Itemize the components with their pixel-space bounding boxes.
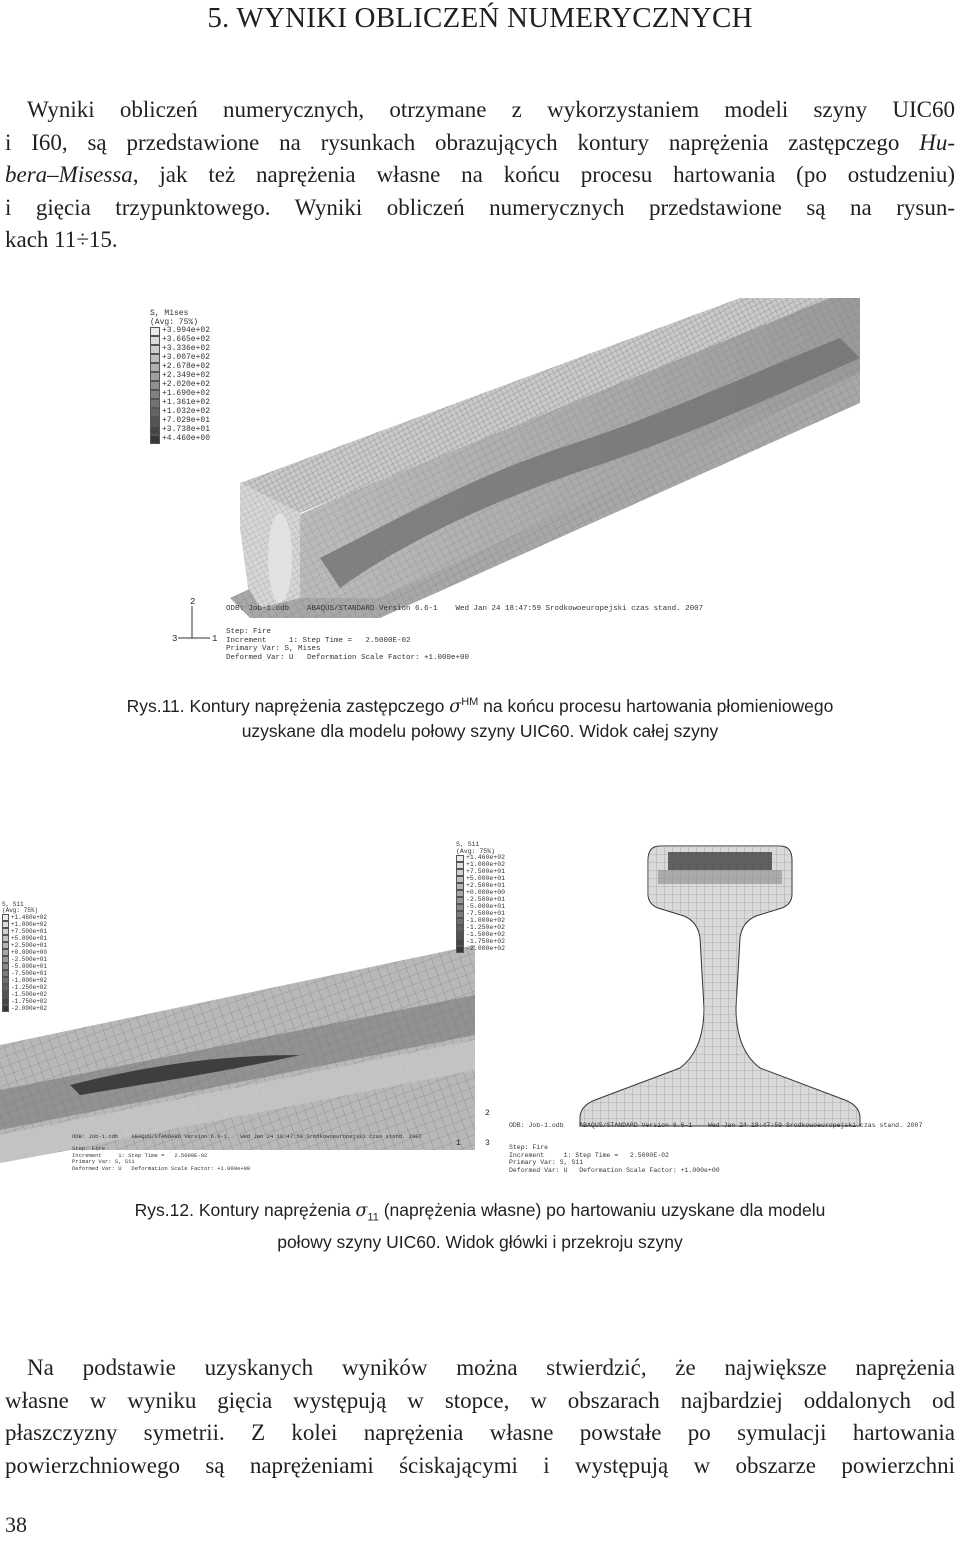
section-heading: 5. WYNIKI OBLICZEŃ NUMERYCZNYCH — [207, 2, 753, 34]
legend-row — [2, 1005, 47, 1012]
fig12-axis-z: 3 — [485, 1139, 490, 1148]
legend-swatch — [2, 1005, 9, 1012]
legend-swatch — [2, 998, 9, 1005]
legend-value: +5.000e+01 — [11, 934, 48, 942]
intro-line-5: kach 11÷15. — [5, 227, 118, 252]
legend-value: +3.336e+02 — [162, 344, 211, 354]
legend-value: -1.500e+02 — [466, 931, 506, 939]
fig11-rail-render — [140, 298, 860, 683]
legend-swatch — [456, 862, 464, 869]
legend-value: +3.738e+01 — [162, 425, 211, 435]
legend-value: -7.500e+01 — [466, 910, 506, 918]
conclusion-paragraph — [5, 1352, 955, 1482]
legend-value: +1.000e+02 — [11, 920, 48, 928]
legend-swatch — [2, 963, 9, 970]
legend-swatch — [150, 435, 160, 444]
legend-value: -2.500e+01 — [466, 896, 506, 904]
legend-swatch — [456, 883, 464, 890]
page-number: 38 — [5, 1512, 27, 1537]
legend-value: +2.020e+02 — [162, 380, 211, 390]
legend-swatch — [150, 408, 160, 417]
legend-swatch — [456, 918, 464, 925]
intro-line-1: Wyniki obliczeń numerycznych, otrzymane z wykorzystaniem modeli szyny UIC60 — [27, 97, 955, 122]
legend-swatch — [2, 970, 9, 977]
intro-line-4: i gięcia trzypunktowego. Wyniki obliczeń numerycznych przedstawione są na rysun- — [5, 194, 955, 220]
legend-value: -1.750e+02 — [11, 997, 48, 1005]
legend-value: +1.000e+02 — [466, 861, 506, 869]
fig11-axis-x: 1 — [212, 634, 218, 644]
legend-swatch — [150, 363, 160, 372]
legend-swatch — [150, 381, 160, 390]
conclusion-line-3: płaszczyzny symetrii. Z kolei naprężenia własne powstałe po symulacji hartowania — [5, 1420, 955, 1445]
legend-swatch — [456, 890, 464, 897]
legend-value: -1.250e+02 — [466, 924, 506, 932]
legend-value: +7.500e+01 — [466, 868, 506, 876]
conclusion-line-2: własne w wyniku gięcia występują w stopce, w obszarach najbardziej oddalonych od — [5, 1387, 955, 1413]
fig11-legend-rows — [150, 327, 210, 444]
legend-swatch — [456, 876, 464, 883]
sigma-symbol: σ — [449, 696, 462, 717]
legend-swatch — [150, 336, 160, 345]
conclusion-line-1: Na podstawie uzyskanych wyników można stwierdzić, że największe naprężenia — [27, 1355, 955, 1380]
legend-value: +2.349e+02 — [162, 371, 211, 381]
legend-swatch — [150, 399, 160, 408]
legend-row — [150, 435, 210, 444]
fig12-axis-x: 1 — [456, 1139, 461, 1148]
legend-swatch — [150, 390, 160, 399]
legend-value: -1.250e+02 — [11, 983, 48, 991]
legend-value: +1.361e+02 — [162, 398, 211, 408]
fig11-legend-avg: (Avg: 75%) — [150, 317, 199, 327]
legend-value: -1.000e+02 — [466, 917, 506, 925]
legend-value: -5.000e+01 — [466, 903, 506, 911]
legend-value: -1.750e+02 — [466, 938, 506, 946]
legend-value: +1.032e+02 — [162, 407, 211, 417]
legend-swatch — [150, 327, 160, 336]
legend-value: +1.690e+02 — [162, 389, 211, 399]
legend-value: +2.500e+01 — [466, 882, 506, 890]
legend-swatch — [150, 345, 160, 354]
legend-swatch — [2, 942, 9, 949]
legend-swatch — [150, 372, 160, 381]
legend-value: -2.000e+02 — [11, 1004, 48, 1012]
legend-swatch — [2, 984, 9, 991]
legend-swatch — [2, 935, 9, 942]
fig12-left-legend: S, S11 (Avg: 75%) +1.460e+02 +1.000e+02 +7.500e+01 +5.000e+01 +2.500e+01 +0.000e+00 -2.500e+01 -5.000e+01 -7.500e+01 -1.000e+02 -1.250e+02 -1.500e+02 -1.750e+02 -2.000e+02 — [2, 901, 48, 1012]
legend-value: +7.500e+01 — [11, 927, 48, 935]
fig11-caption-line2: uzyskane dla modelu połowy szyny UIC60. Widok całej szyny — [241, 720, 719, 741]
legend-swatch — [2, 949, 9, 956]
legend-value: -1.500e+02 — [11, 990, 48, 998]
legend-value: +3.007e+02 — [162, 353, 211, 363]
intro-paragraph — [5, 94, 955, 257]
fig12-left-odb: ODB: Job-1.odb ABAQUS/STANDARD Version 6.6-1 Wed Jan 24 18:47:59 Srodkowoeuropejski czas stand. 2007 — [72, 1133, 422, 1140]
fig11-legend — [150, 310, 210, 444]
legend-swatch — [456, 939, 464, 946]
legend-swatch — [150, 417, 160, 426]
legend-value: +3.994e+02 — [162, 326, 211, 336]
legend-swatch — [456, 911, 464, 918]
fig12-axis-y: 2 — [485, 1109, 490, 1118]
fig11-legend-title: S, Mises — [150, 309, 189, 318]
conclusion-line-4: powierzchniowego są naprężeniami ściskającymi i występują w obszarze powierzchni — [5, 1452, 955, 1478]
legend-swatch — [150, 354, 160, 363]
intro-name-hu: Hu- — [919, 129, 955, 155]
legend-swatch — [456, 925, 464, 932]
legend-value: +1.460e+02 — [11, 913, 48, 921]
legend-swatch — [2, 956, 9, 963]
intro-line-2: i I60, są przedstawione na rysunkach obrazujących kontury naprężenia zastępczego Hu- — [5, 129, 955, 155]
fig12-caption — [0, 1198, 960, 1254]
fig11-axis-y: 2 — [190, 597, 196, 607]
legend-swatch — [456, 855, 464, 862]
legend-value: +0.000e+00 — [466, 889, 506, 897]
fig11-caption — [0, 690, 960, 743]
fig12-left-step: Step: Fire Increment 1: Step Time = 2.5000E-02 Primary Var: S, S11 Deformed Var: U Deformation Scale Factor: +1.000e+00 — [72, 1145, 251, 1172]
legend-value: -2.500e+01 — [11, 955, 48, 963]
fig12-right-odb: ODB: Job-1.odb ABAQUS/STANDARD Version 6.6-1 Wed Jan 24 18:47:59 Srodkowoeuropejski czas stand. 2007 — [509, 1122, 923, 1129]
legend-value: +4.460e+00 — [162, 434, 211, 444]
fig11-step-info: Step: Fire Increment 1: Step Time = 2.5000E-02 Primary Var: S, Mises Deformed Var: U Deformation Scale Factor: +1.000e+00 — [226, 628, 470, 662]
sigma-symbol-11: σ — [355, 1201, 368, 1221]
intro-name-misessa: Misessa — [58, 162, 133, 187]
legend-swatch — [456, 904, 464, 911]
legend-value: +5.000e+01 — [466, 875, 506, 883]
head-compression-band — [668, 852, 772, 870]
fig11-caption-line1: Rys.11. Kontury naprężenia zastępczego $\sigma^{HM}$ na końcu procesu hartowania płomieniowego — [126, 695, 834, 717]
fig12-right-step: Step: Fire Increment 1: Step Time = 2.5000E-02 Primary Var: S, S11 Deformed Var: U Deformation Scale Factor: +1.000e+00 — [509, 1144, 720, 1174]
intro-name-bera: bera — [5, 162, 48, 187]
intro-line-3: bera–Misessa, jak też naprężenia własne na końcu procesu hartowania (po ostudzeniu) — [5, 162, 955, 187]
legend-swatch — [456, 946, 464, 953]
legend-swatch — [150, 426, 160, 435]
fig12-caption-line1: Rys.12. Kontury naprężenia $\sigma_{11}$ (naprężenia własne) po hartowaniu uzyskane dla modelu — [134, 1200, 826, 1224]
fig12-cross-section — [560, 838, 880, 1138]
legend-swatch — [2, 921, 9, 928]
legend-swatch — [456, 932, 464, 939]
legend-swatch — [2, 914, 9, 921]
legend-swatch — [456, 897, 464, 904]
legend-value: -1.000e+02 — [11, 976, 48, 984]
fig11-odb-line: ODB: Job-1.odb ABAQUS/STANDARD Version 6.6-1 Wed Jan 24 18:47:59 Srodkowoeuropejski czas stand. 2007 — [226, 605, 704, 613]
legend-swatch — [2, 991, 9, 998]
legend-value: +2.678e+02 — [162, 362, 211, 372]
legend-value: +0.000e+00 — [11, 948, 48, 956]
legend-row — [456, 946, 505, 953]
legend-swatch — [2, 928, 9, 935]
legend-value: +3.665e+02 — [162, 335, 211, 345]
fig11-axis-z: 3 — [172, 634, 178, 644]
legend-value: -5.000e+01 — [11, 962, 48, 970]
legend-value: +2.500e+01 — [11, 941, 48, 949]
legend-swatch — [2, 977, 9, 984]
legend-value: +7.029e+01 — [162, 416, 211, 426]
legend-value: +1.460e+02 — [466, 854, 506, 862]
fig12-caption-line2: połowy szyny UIC60. Widok główki i przekroju szyny — [277, 1231, 683, 1252]
legend-value: -7.500e+01 — [11, 969, 48, 977]
fig12-right-legend: S, S11 (Avg: 75%) +1.460e+02 +1.000e+02 +7.500e+01 +5.000e+01 +2.500e+01 +0.000e+00 -2.500e+01 -5.000e+01 -7.500e+01 -1.000e+02 -1.250e+02 -1.500e+02 -1.750e+02 -2.000e+02 — [456, 841, 506, 953]
legend-swatch — [456, 869, 464, 876]
legend-value: -2.000e+02 — [466, 945, 506, 953]
